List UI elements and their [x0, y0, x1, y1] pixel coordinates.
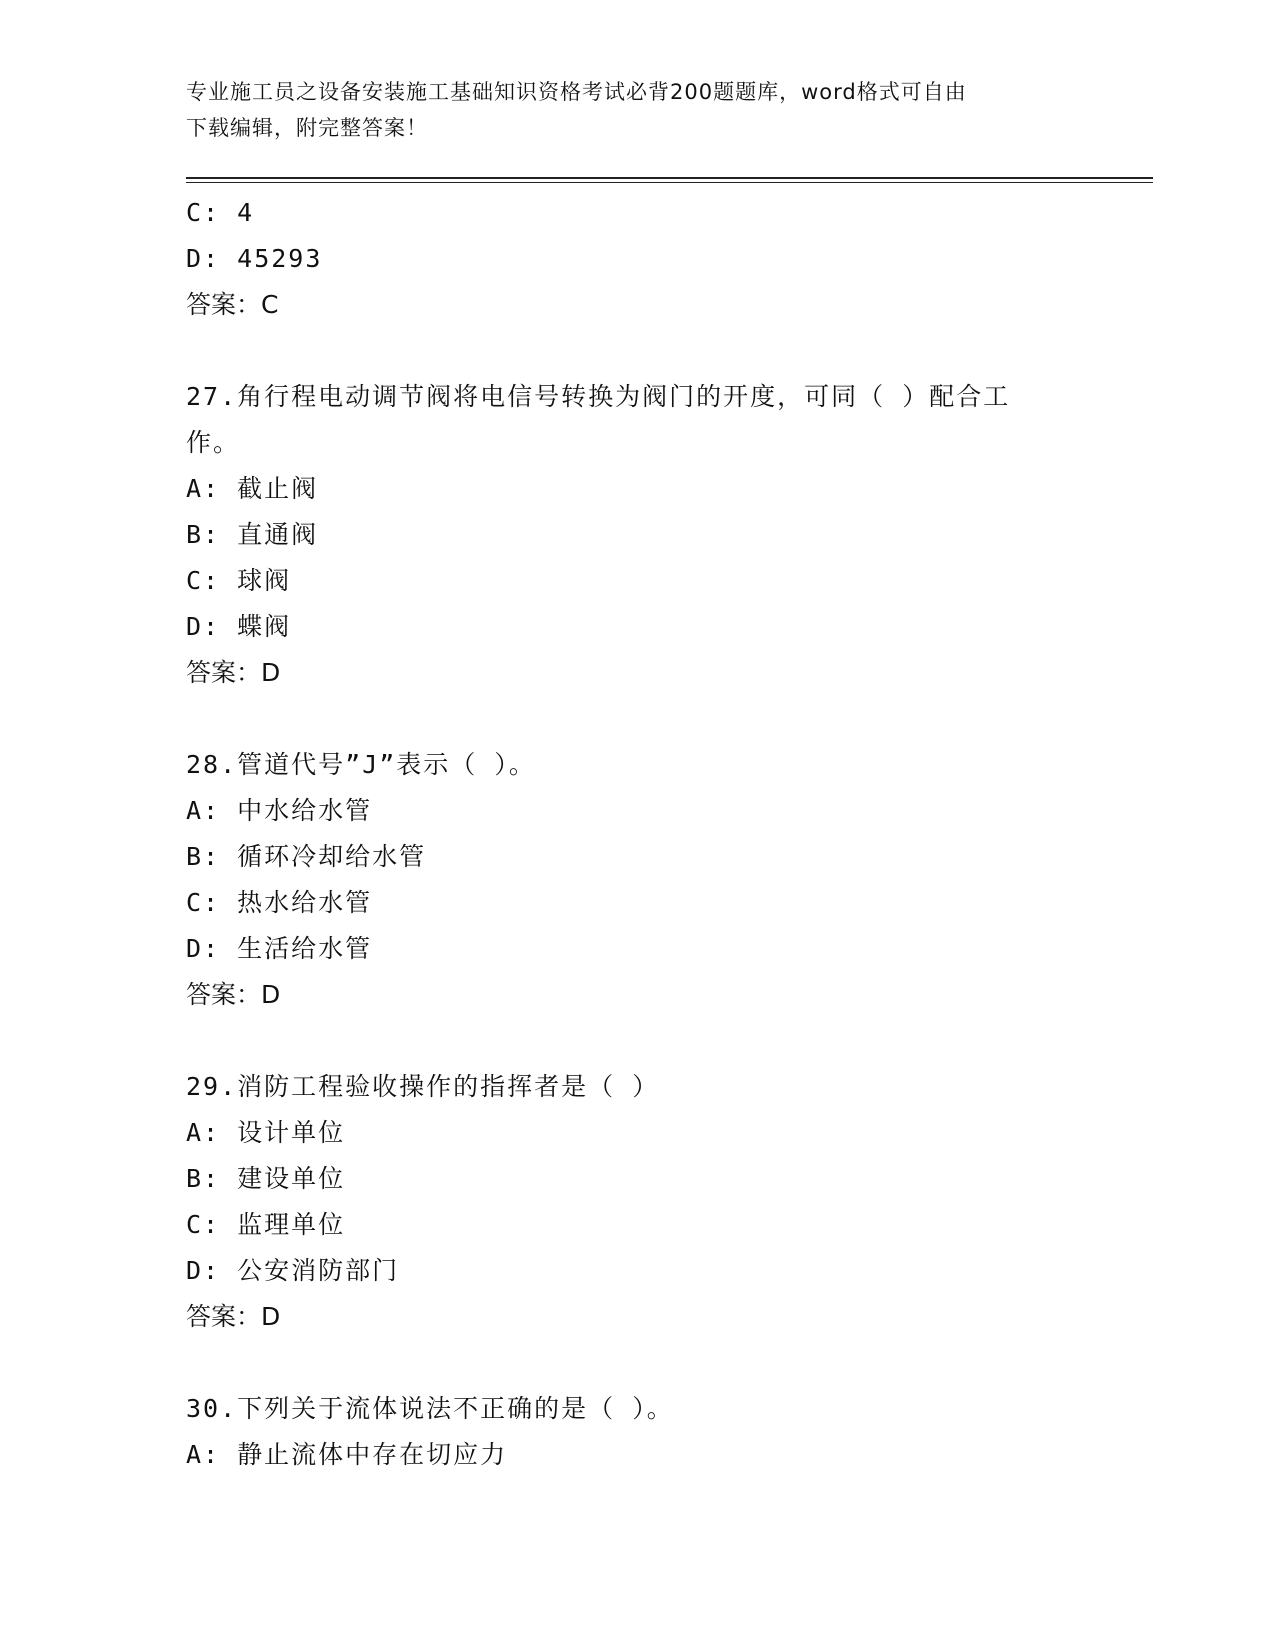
option-c: C: 球阀 [186, 566, 292, 595]
question-stem: 29.消防工程验收操作的指挥者是（ ） [186, 1072, 660, 1101]
header-line-1: 专业施工员之设备安装施工基础知识资格考试必背200题题库，word格式可自由 [186, 80, 967, 104]
document-header [186, 74, 1066, 146]
option-d: D: 公安消防部门 [186, 1256, 400, 1285]
option-b: B: 循环冷却给水管 [186, 842, 427, 871]
header-divider-thick [186, 177, 1153, 179]
answer-line: 答案：D [186, 980, 281, 1009]
answer-line: 答案：D [186, 658, 281, 687]
option-a: A: 截止阀 [186, 474, 319, 503]
question-27 [186, 374, 1066, 696]
header-divider-thin [186, 182, 1153, 183]
option-a: A: 设计单位 [186, 1118, 346, 1147]
option-d: D: 生活给水管 [186, 934, 373, 963]
option-b: B: 直通阀 [186, 520, 319, 549]
header-line-2: 下载编辑，附完整答案！ [186, 116, 428, 140]
option-c: C: 热水给水管 [186, 888, 373, 917]
option-c: C: 监理单位 [186, 1210, 346, 1239]
question-29 [186, 1064, 1066, 1340]
question-28 [186, 742, 1066, 1018]
option-a: A: 静止流体中存在切应力 [186, 1440, 508, 1469]
option-a: A: 中水给水管 [186, 796, 373, 825]
option-d: D: 45293 [186, 244, 323, 273]
option-c: C: 4 [186, 198, 255, 227]
question-stem: 30.下列关于流体说法不正确的是（ ）。 [186, 1394, 674, 1423]
question-stem: 28.管道代号”J”表示（ ）。 [186, 750, 536, 779]
question-30 [186, 1386, 1066, 1478]
previous-question-tail [186, 190, 1066, 328]
answer-line: 答案：C [186, 290, 279, 319]
answer-line: 答案：D [186, 1302, 281, 1331]
question-stem: 27.角行程电动调节阀将电信号转换为阀门的开度，可同（ ）配合工 [186, 382, 1011, 411]
question-stem-continued: 作。 [186, 428, 241, 457]
question-content [186, 190, 1066, 1478]
option-d: D: 蝶阀 [186, 612, 292, 641]
option-b: B: 建设单位 [186, 1164, 346, 1193]
